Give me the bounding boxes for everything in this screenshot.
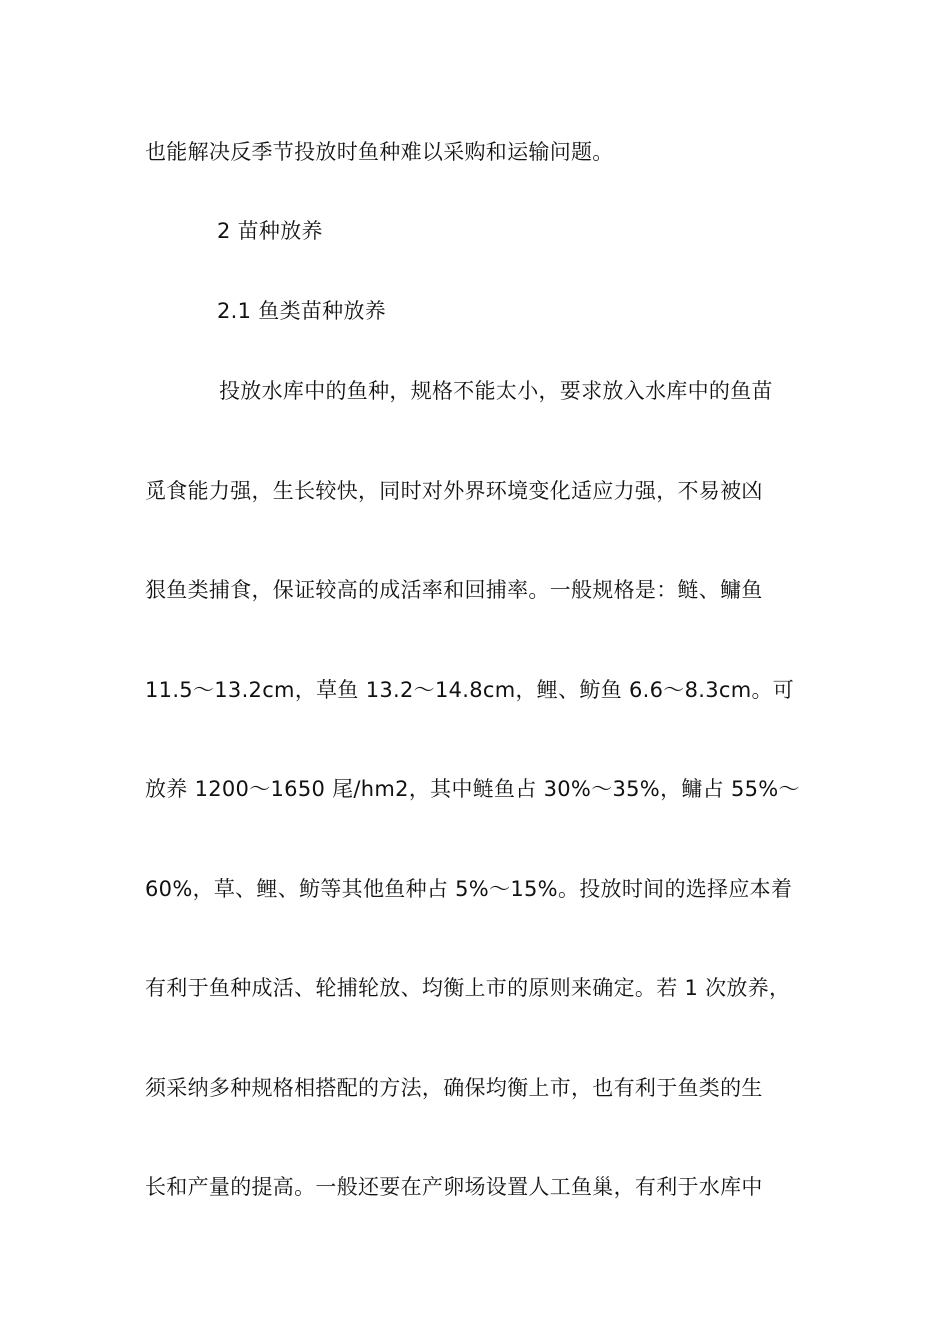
paragraph-first-line: 投放水库中的鱼种，规格不能太小，要求放入水库中的鱼苗 [219, 379, 773, 403]
text-line: 11.5～13.2cm，草鱼 13.2～14.8cm，鲤、鲂鱼 6.6～8.3cm。可 [145, 678, 795, 702]
text-line: 也能解决反季节投放时鱼种难以采购和运输问题。 [145, 140, 614, 164]
text-line: 放养 1200～1650 尾/hm2，其中鲢鱼占 30%～35%，鳙占 55%～ [145, 777, 800, 801]
text-line: 觅食能力强，生长较快，同时对外界环境变化适应力强，不易被凶 [145, 479, 763, 503]
subsection-heading: 2.1 鱼类苗种放养 [217, 299, 387, 323]
text-line: 长和产量的提高。一般还要在产卵场设置人工鱼巢，有利于水库中 [145, 1175, 763, 1199]
text-line: 须采纳多种规格相搭配的方法，确保均衡上市，也有利于鱼类的生 [145, 1076, 763, 1100]
text-line: 60%，草、鲤、鲂等其他鱼种占 5%～15%。投放时间的选择应本着 [145, 877, 793, 901]
text-line: 狠鱼类捕食，保证较高的成活率和回捕率。一般规格是：鲢、鳙鱼 [145, 578, 763, 602]
text-line: 有利于鱼种成活、轮捕轮放、均衡上市的原则来确定。若 1 次放养， [145, 976, 791, 1000]
section-heading: 2 苗种放养 [217, 219, 323, 243]
